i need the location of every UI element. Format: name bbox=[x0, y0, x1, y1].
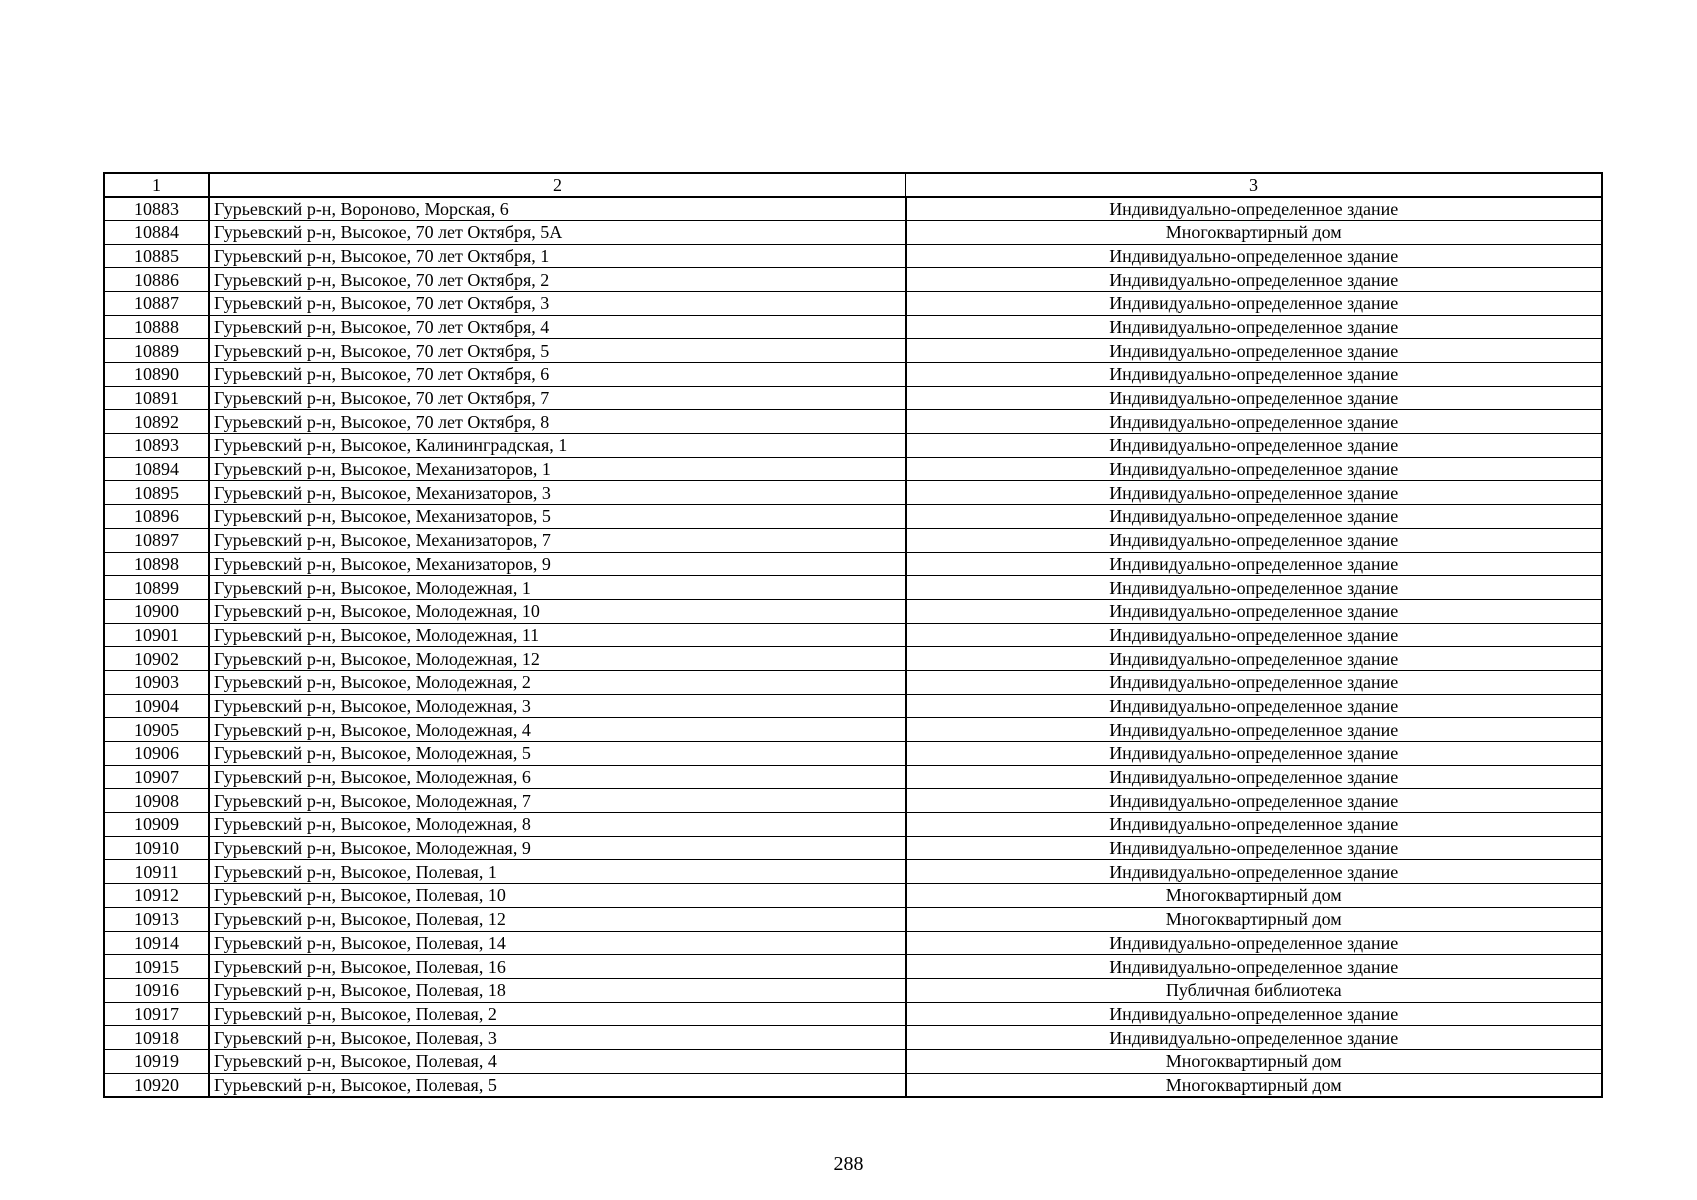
building-type-cell: Многоквартирный дом bbox=[906, 884, 1603, 908]
table-row bbox=[104, 268, 1602, 292]
building-type-cell: Индивидуально-определенное здание bbox=[906, 528, 1603, 552]
building-type-cell: Индивидуально-определенное здание bbox=[906, 481, 1603, 505]
row-number-cell: 10883 bbox=[104, 197, 209, 221]
building-type-cell: Индивидуально-определенное здание bbox=[906, 505, 1603, 529]
table-row bbox=[104, 907, 1602, 931]
table-row bbox=[104, 1002, 1602, 1026]
column-header-2: 2 bbox=[209, 173, 906, 197]
row-number-cell: 10920 bbox=[104, 1073, 209, 1097]
address-cell: Гурьевский р-н, Высокое, 70 лет Октября, 5 bbox=[209, 339, 906, 363]
table-row bbox=[104, 955, 1602, 979]
row-number-cell: 10884 bbox=[104, 220, 209, 244]
row-number-cell: 10895 bbox=[104, 481, 209, 505]
address-cell: Гурьевский р-н, Высокое, 70 лет Октября, 6 bbox=[209, 363, 906, 387]
table-row bbox=[104, 315, 1602, 339]
row-number-cell: 10885 bbox=[104, 244, 209, 268]
table-row bbox=[104, 694, 1602, 718]
address-cell: Гурьевский р-н, Высокое, Молодежная, 8 bbox=[209, 813, 906, 837]
address-cell: Гурьевский р-н, Высокое, Молодежная, 2 bbox=[209, 670, 906, 694]
building-type-cell: Индивидуально-определенное здание bbox=[906, 576, 1603, 600]
address-cell: Гурьевский р-н, Вороново, Морская, 6 bbox=[209, 197, 906, 221]
table-row bbox=[104, 765, 1602, 789]
address-cell: Гурьевский р-н, Высокое, Молодежная, 12 bbox=[209, 647, 906, 671]
row-number-cell: 10897 bbox=[104, 528, 209, 552]
building-type-cell: Индивидуально-определенное здание bbox=[906, 694, 1603, 718]
address-cell: Гурьевский р-н, Высокое, Механизаторов, 3 bbox=[209, 481, 906, 505]
row-number-cell: 10891 bbox=[104, 386, 209, 410]
row-number-cell: 10907 bbox=[104, 765, 209, 789]
table-row bbox=[104, 836, 1602, 860]
address-cell: Гурьевский р-н, Высокое, 70 лет Октября, 5А bbox=[209, 220, 906, 244]
table-row bbox=[104, 220, 1602, 244]
table-row bbox=[104, 931, 1602, 955]
building-type-cell: Индивидуально-определенное здание bbox=[906, 363, 1603, 387]
table-row bbox=[104, 647, 1602, 671]
address-cell: Гурьевский р-н, Высокое, Полевая, 14 bbox=[209, 931, 906, 955]
building-type-cell: Индивидуально-определенное здание bbox=[906, 1026, 1603, 1050]
building-type-cell: Индивидуально-определенное здание bbox=[906, 291, 1603, 315]
address-cell: Гурьевский р-н, Высокое, Полевая, 1 bbox=[209, 860, 906, 884]
table-row bbox=[104, 789, 1602, 813]
building-type-cell: Многоквартирный дом bbox=[906, 220, 1603, 244]
address-cell: Гурьевский р-н, Высокое, 70 лет Октября, 2 bbox=[209, 268, 906, 292]
table-row bbox=[104, 1026, 1602, 1050]
table-row bbox=[104, 860, 1602, 884]
address-cell: Гурьевский р-н, Высокое, Полевая, 3 bbox=[209, 1026, 906, 1050]
address-cell: Гурьевский р-н, Высокое, Полевая, 5 bbox=[209, 1073, 906, 1097]
address-cell: Гурьевский р-н, Высокое, 70 лет Октября, 8 bbox=[209, 410, 906, 434]
table-row bbox=[104, 576, 1602, 600]
building-type-cell: Индивидуально-определенное здание bbox=[906, 197, 1603, 221]
table-row bbox=[104, 339, 1602, 363]
table-body bbox=[104, 173, 1602, 1097]
row-number-cell: 10889 bbox=[104, 339, 209, 363]
row-number-cell: 10912 bbox=[104, 884, 209, 908]
row-number-cell: 10906 bbox=[104, 742, 209, 766]
building-type-cell: Многоквартирный дом bbox=[906, 907, 1603, 931]
building-type-cell: Индивидуально-определенное здание bbox=[906, 931, 1603, 955]
table-row bbox=[104, 884, 1602, 908]
row-number-cell: 10892 bbox=[104, 410, 209, 434]
building-type-cell: Индивидуально-определенное здание bbox=[906, 670, 1603, 694]
row-number-cell: 10902 bbox=[104, 647, 209, 671]
building-type-cell: Индивидуально-определенное здание bbox=[906, 789, 1603, 813]
table-row bbox=[104, 1073, 1602, 1097]
building-type-cell: Индивидуально-определенное здание bbox=[906, 955, 1603, 979]
row-number-cell: 10911 bbox=[104, 860, 209, 884]
row-number-cell: 10910 bbox=[104, 836, 209, 860]
row-number-cell: 10888 bbox=[104, 315, 209, 339]
building-type-cell: Публичная библиотека bbox=[906, 978, 1603, 1002]
table-row bbox=[104, 552, 1602, 576]
table-row bbox=[104, 434, 1602, 458]
building-type-cell: Индивидуально-определенное здание bbox=[906, 315, 1603, 339]
building-type-cell: Индивидуально-определенное здание bbox=[906, 552, 1603, 576]
table-row bbox=[104, 528, 1602, 552]
table-row bbox=[104, 505, 1602, 529]
row-number-cell: 10900 bbox=[104, 599, 209, 623]
row-number-cell: 10901 bbox=[104, 623, 209, 647]
table-row bbox=[104, 291, 1602, 315]
table-row bbox=[104, 457, 1602, 481]
row-number-cell: 10909 bbox=[104, 813, 209, 837]
address-cell: Гурьевский р-н, Высокое, Молодежная, 7 bbox=[209, 789, 906, 813]
row-number-cell: 10915 bbox=[104, 955, 209, 979]
building-type-cell: Индивидуально-определенное здание bbox=[906, 599, 1603, 623]
table-row bbox=[104, 363, 1602, 387]
building-type-cell: Многоквартирный дом bbox=[906, 1073, 1603, 1097]
row-number-cell: 10919 bbox=[104, 1049, 209, 1073]
address-cell: Гурьевский р-н, Высокое, Полевая, 4 bbox=[209, 1049, 906, 1073]
building-type-cell: Индивидуально-определенное здание bbox=[906, 268, 1603, 292]
row-number-cell: 10898 bbox=[104, 552, 209, 576]
building-type-cell: Индивидуально-определенное здание bbox=[906, 742, 1603, 766]
address-cell: Гурьевский р-н, Высокое, 70 лет Октября, 4 bbox=[209, 315, 906, 339]
building-type-cell: Индивидуально-определенное здание bbox=[906, 813, 1603, 837]
address-cell: Гурьевский р-н, Высокое, Молодежная, 11 bbox=[209, 623, 906, 647]
address-cell: Гурьевский р-н, Высокое, Молодежная, 5 bbox=[209, 742, 906, 766]
row-number-cell: 10904 bbox=[104, 694, 209, 718]
address-cell: Гурьевский р-н, Высокое, 70 лет Октября, 7 bbox=[209, 386, 906, 410]
row-number-cell: 10918 bbox=[104, 1026, 209, 1050]
row-number-cell: 10887 bbox=[104, 291, 209, 315]
address-cell: Гурьевский р-н, Высокое, Механизаторов, 9 bbox=[209, 552, 906, 576]
row-number-cell: 10913 bbox=[104, 907, 209, 931]
address-cell: Гурьевский р-н, Высокое, Механизаторов, 7 bbox=[209, 528, 906, 552]
row-number-cell: 10905 bbox=[104, 718, 209, 742]
page-number: 288 bbox=[833, 1153, 864, 1175]
address-cell: Гурьевский р-н, Высокое, 70 лет Октября, 1 bbox=[209, 244, 906, 268]
table-row bbox=[104, 386, 1602, 410]
address-cell: Гурьевский р-н, Высокое, Механизаторов, 5 bbox=[209, 505, 906, 529]
address-cell: Гурьевский р-н, Высокое, Молодежная, 9 bbox=[209, 836, 906, 860]
building-type-cell: Индивидуально-определенное здание bbox=[906, 647, 1603, 671]
table-row bbox=[104, 481, 1602, 505]
table-row bbox=[104, 670, 1602, 694]
table-row bbox=[104, 244, 1602, 268]
building-type-cell: Индивидуально-определенное здание bbox=[906, 718, 1603, 742]
address-cell: Гурьевский р-н, Высокое, 70 лет Октября, 3 bbox=[209, 291, 906, 315]
building-type-cell: Индивидуально-определенное здание bbox=[906, 765, 1603, 789]
address-cell: Гурьевский р-н, Высокое, Молодежная, 1 bbox=[209, 576, 906, 600]
table-row bbox=[104, 599, 1602, 623]
row-number-cell: 10894 bbox=[104, 457, 209, 481]
building-type-cell: Многоквартирный дом bbox=[906, 1049, 1603, 1073]
address-cell: Гурьевский р-н, Высокое, Молодежная, 4 bbox=[209, 718, 906, 742]
row-number-cell: 10896 bbox=[104, 505, 209, 529]
address-cell: Гурьевский р-н, Высокое, Полевая, 16 bbox=[209, 955, 906, 979]
building-type-cell: Индивидуально-определенное здание bbox=[906, 457, 1603, 481]
table-header-row bbox=[104, 173, 1602, 197]
table-row bbox=[104, 718, 1602, 742]
table-row bbox=[104, 978, 1602, 1002]
row-number-cell: 10908 bbox=[104, 789, 209, 813]
row-number-cell: 10917 bbox=[104, 1002, 209, 1026]
building-type-cell: Индивидуально-определенное здание bbox=[906, 836, 1603, 860]
building-type-cell: Индивидуально-определенное здание bbox=[906, 410, 1603, 434]
building-type-cell: Индивидуально-определенное здание bbox=[906, 1002, 1603, 1026]
property-table bbox=[103, 172, 1603, 1098]
building-type-cell: Индивидуально-определенное здание bbox=[906, 860, 1603, 884]
building-type-cell: Индивидуально-определенное здание bbox=[906, 244, 1603, 268]
table-row bbox=[104, 813, 1602, 837]
address-cell: Гурьевский р-н, Высокое, Полевая, 12 bbox=[209, 907, 906, 931]
row-number-cell: 10899 bbox=[104, 576, 209, 600]
address-cell: Гурьевский р-н, Высокое, Молодежная, 3 bbox=[209, 694, 906, 718]
table-row bbox=[104, 742, 1602, 766]
address-cell: Гурьевский р-н, Высокое, Полевая, 2 bbox=[209, 1002, 906, 1026]
table-row bbox=[104, 410, 1602, 434]
row-number-cell: 10903 bbox=[104, 670, 209, 694]
address-cell: Гурьевский р-н, Высокое, Калининградская, 1 bbox=[209, 434, 906, 458]
building-type-cell: Индивидуально-определенное здание bbox=[906, 623, 1603, 647]
address-cell: Гурьевский р-н, Высокое, Молодежная, 6 bbox=[209, 765, 906, 789]
row-number-cell: 10916 bbox=[104, 978, 209, 1002]
address-cell: Гурьевский р-н, Высокое, Полевая, 18 bbox=[209, 978, 906, 1002]
column-header-3: 3 bbox=[906, 173, 1603, 197]
address-cell: Гурьевский р-н, Высокое, Механизаторов, 1 bbox=[209, 457, 906, 481]
row-number-cell: 10893 bbox=[104, 434, 209, 458]
building-type-cell: Индивидуально-определенное здание bbox=[906, 339, 1603, 363]
building-type-cell: Индивидуально-определенное здание bbox=[906, 386, 1603, 410]
column-header-1: 1 bbox=[104, 173, 209, 197]
row-number-cell: 10890 bbox=[104, 363, 209, 387]
row-number-cell: 10886 bbox=[104, 268, 209, 292]
table-row bbox=[104, 197, 1602, 221]
building-type-cell: Индивидуально-определенное здание bbox=[906, 434, 1603, 458]
address-cell: Гурьевский р-н, Высокое, Молодежная, 10 bbox=[209, 599, 906, 623]
address-cell: Гурьевский р-н, Высокое, Полевая, 10 bbox=[209, 884, 906, 908]
row-number-cell: 10914 bbox=[104, 931, 209, 955]
table-row bbox=[104, 623, 1602, 647]
table-row bbox=[104, 1049, 1602, 1073]
